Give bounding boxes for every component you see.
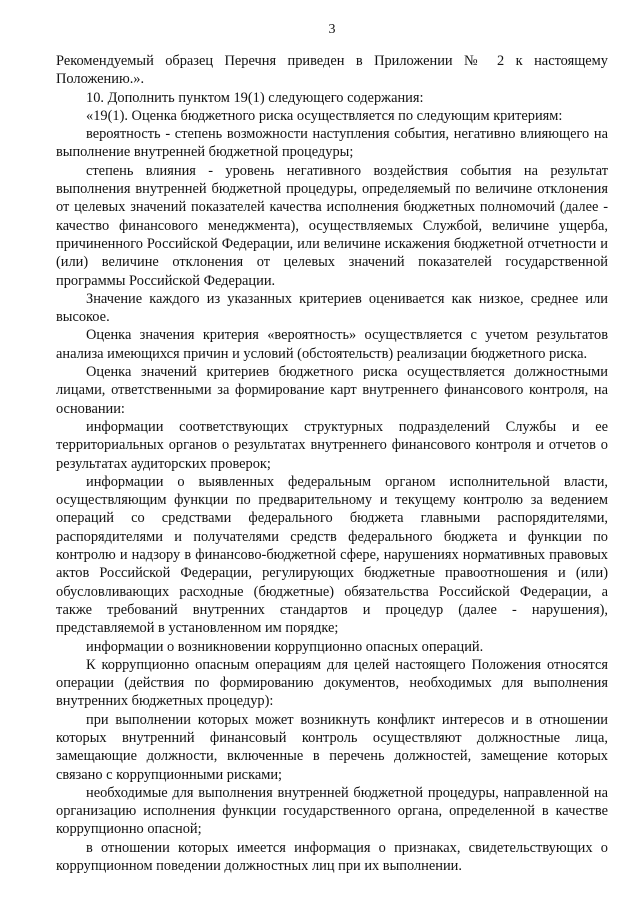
paragraph: Рекомендуемый образец Перечня приведен в Приложении № 2 к настоящему Положению.». <box>56 53 608 88</box>
paragraph: Значение каждого из указанных критериев оценивается как низкое, среднее или высокое. <box>56 290 608 326</box>
paragraph: «19(1). Оценка бюджетного риска осуществляется по следующим критериям: <box>86 107 563 124</box>
document-body <box>56 52 608 875</box>
paragraph: информации о выявленных федеральным органом исполнительной власти, осуществляющим функции по предварительному и текущему контролю за ведением операций со средствами федерального бюджета главными распорядителями, распорядителями и получателями средств федерального бюджета и функции по контролю и надзору в финансово-бюджетной сфере, нарушениях нормативных правовых актов Российской Федерации, регулирующих бюджетные правоотношения и (или) обусловливающих расходные (бюджетные) обязательства Российской Федерации, а также требований внутренних стандартов и процедур (далее - нарушения), представляемой в установленном им порядке; <box>56 473 608 637</box>
paragraph: в отношении которых имеется информация о признаках, свидетельствующих о коррупционном поведении должностных лиц при их выполнении. <box>56 839 608 875</box>
page-number: 3 <box>328 22 336 37</box>
paragraph: информации соответствующих структурных подразделений Службы и ее территориальных органов о результатах внутреннего финансового контроля и отчетов о результатах аудиторских проверок; <box>56 418 608 472</box>
paragraph: 10. Дополнить пунктом 19(1) следующего содержания: <box>86 89 424 106</box>
paragraph: вероятность - степень возможности наступления события, негативно влияющего на выполнение внутренней бюджетной процедуры; <box>56 126 608 161</box>
paragraph: Оценка значения критерия «вероятность» осуществляется с учетом результатов анализа имеющихся причин и условий (обстоятельств) реализации бюджетного риска. <box>56 327 608 362</box>
paragraph: степень влияния - уровень негативного воздействия события на результат выполнения внутренней бюджетной процедуры, определяемый по величине отклонения от целевых значений показателей качества исполнения бюджетных полномочий (далее - качество финансового менеджмента), осуществляемых Службой, величине ущерба, причиненного Российской Федерации, или величине искажения бюджетной отчетности и (или) величине отклонения от целевых значений показателей государственной программы Российской Федерации. <box>56 162 608 289</box>
paragraph: Оценка значений критериев бюджетного риска осуществляется должностными лицами, ответственными за формирование карт внутреннего финансового контроля, на основании: <box>56 364 608 417</box>
paragraph: К коррупционно опасным операциям для целей настоящего Положения относятся операции (действия по формированию документов, необходимых для выполнения внутренних бюджетных процедур): <box>56 656 608 710</box>
paragraph: необходимые для выполнения внутренней бюджетной процедуры, направленной на организацию исполнения функции государственного органа, определенной в качестве коррупционно опасной; <box>56 784 608 838</box>
paragraph: при выполнении которых может возникнуть конфликт интересов и в отношении которых внутренний финансовый контроль осуществляют должностные лица, замещающие должности, включенные в перечень должностей, замещение которых связано с коррупционными рисками; <box>56 711 608 783</box>
paragraph: информации о возникновении коррупционно опасных операций. <box>86 638 484 655</box>
